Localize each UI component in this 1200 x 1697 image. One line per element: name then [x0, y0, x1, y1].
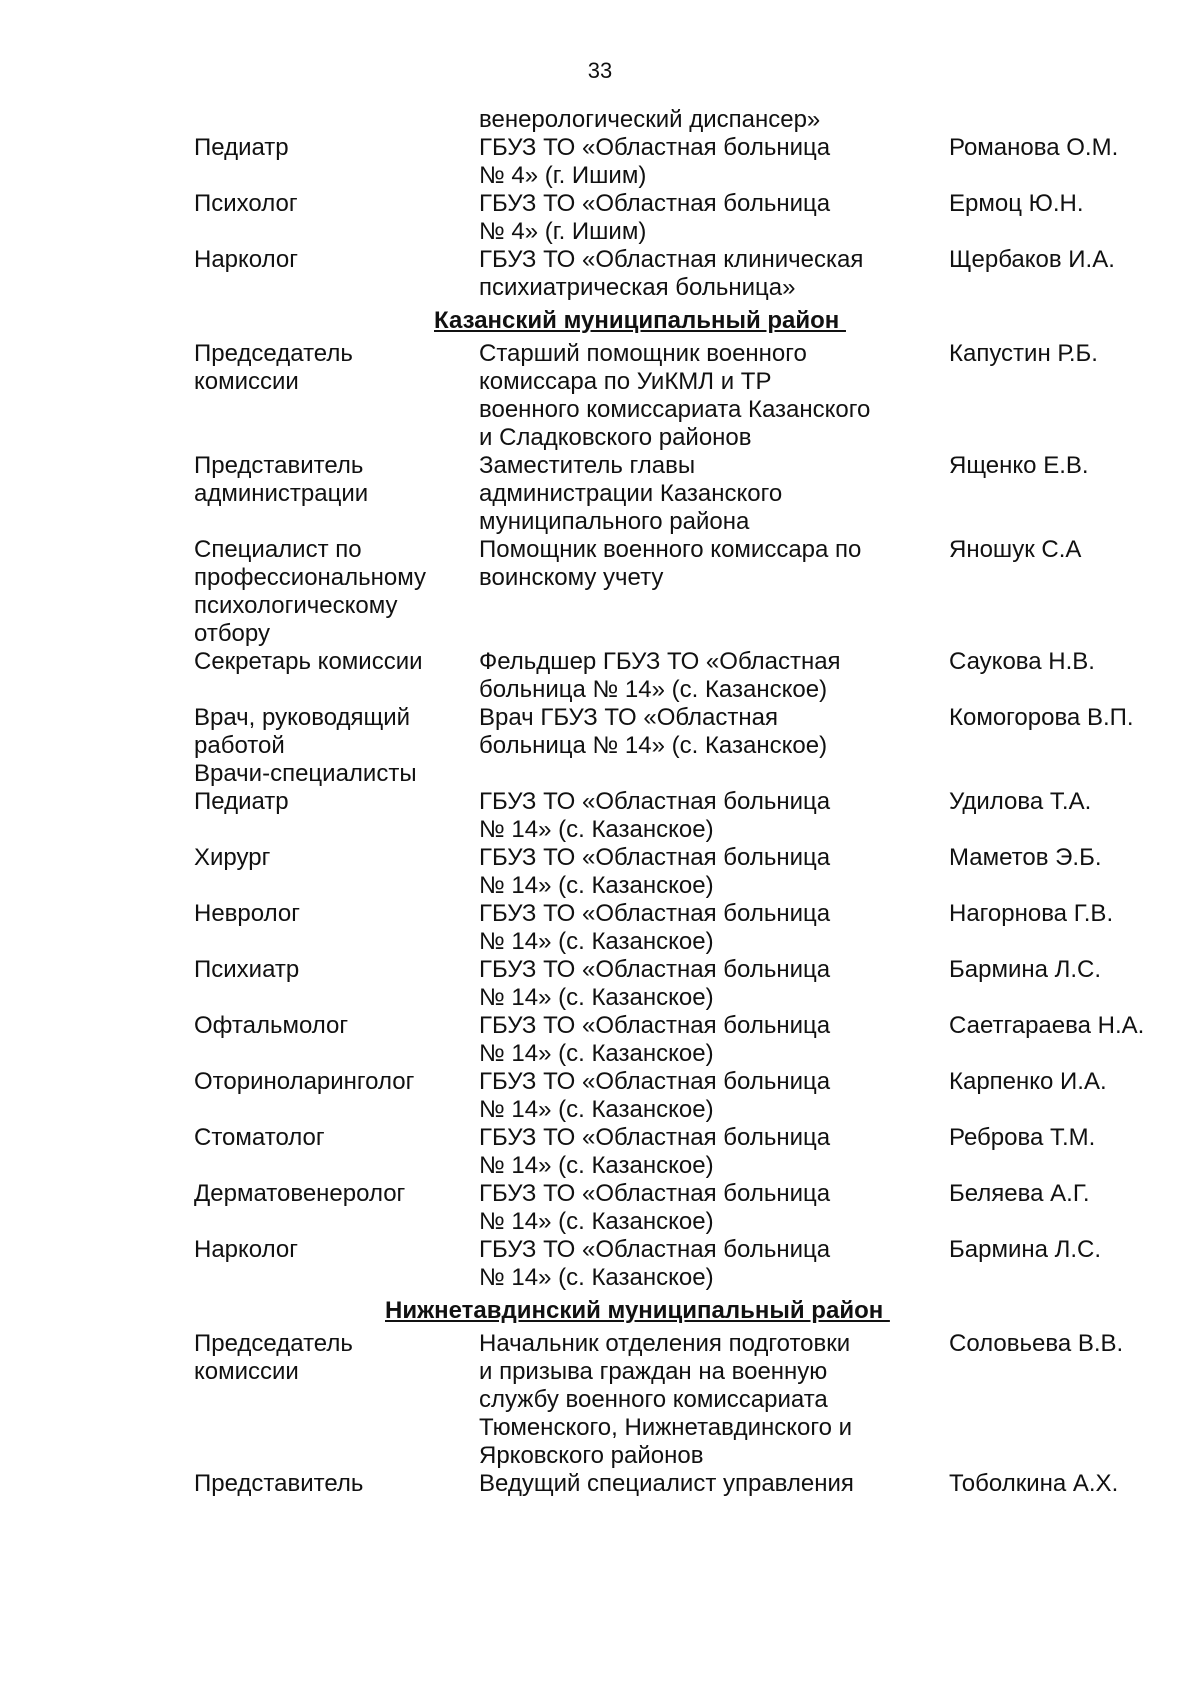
role-line: Офтальмолог — [194, 1012, 349, 1039]
section-heading-nizh: Нижнетавдинский муниципальный район — [385, 1297, 890, 1324]
member-organization — [479, 536, 949, 592]
organization-line: ГБУЗ ТО «Областная больница — [479, 190, 831, 217]
organization-line: ГБУЗ ТО «Областная больница — [479, 1068, 831, 1095]
member-organization — [479, 1330, 949, 1470]
member-name: Карпенко И.А. — [949, 1068, 1107, 1095]
member-role — [194, 246, 479, 274]
member-row — [194, 1180, 1194, 1236]
member-row — [194, 536, 1194, 648]
member-name: Комогорова В.П. — [949, 704, 1134, 731]
member-role — [194, 134, 479, 162]
member-organization — [479, 956, 949, 1012]
role-line: отбору — [194, 620, 270, 647]
member-row — [194, 1012, 1194, 1068]
member-role — [194, 1068, 479, 1096]
organization-line: ГБУЗ ТО «Областная больница — [479, 1236, 831, 1263]
member-role — [194, 760, 479, 788]
role-line: администрации — [194, 480, 369, 507]
member-organization — [479, 788, 949, 844]
member-organization — [479, 190, 949, 246]
role-line: Психиатр — [194, 956, 300, 983]
role-line: Представитель — [194, 1470, 364, 1497]
organization-line: муниципального района — [479, 508, 750, 535]
page-number: 33 — [587, 58, 613, 83]
member-role — [194, 452, 479, 508]
organization-line: Тюменского, Нижнетавдинского и — [479, 1414, 853, 1441]
role-line: Председатель — [194, 1330, 353, 1357]
member-role — [194, 1012, 479, 1040]
member-role — [194, 956, 479, 984]
role-line: психологическому — [194, 592, 398, 619]
role-line: Оториноларинголог — [194, 1068, 415, 1095]
member-name: Беляева А.Г. — [949, 1180, 1090, 1207]
member-organization — [479, 648, 949, 704]
organization-line: Заместитель главы — [479, 452, 696, 479]
member-organization — [479, 1180, 949, 1236]
member-organization — [479, 704, 949, 760]
member-role — [194, 648, 479, 676]
member-organization — [479, 1236, 949, 1292]
member-name: Маметов Э.Б. — [949, 844, 1102, 871]
member-row — [194, 1124, 1194, 1180]
organization-line: воинскому учету — [479, 564, 664, 591]
member-row — [194, 648, 1194, 704]
member-name: Капустин Р.Б. — [949, 340, 1098, 367]
role-line: Врачи-специалисты — [194, 760, 417, 787]
member-name: Щербаков И.А. — [949, 246, 1115, 273]
organization-line: ГБУЗ ТО «Областная больница — [479, 1180, 831, 1207]
organization-line: № 14» (с. Казанское) — [479, 1096, 714, 1123]
role-line: комиссии — [194, 368, 299, 395]
member-name: Саукова Н.В. — [949, 648, 1095, 675]
role-line: Нарколог — [194, 246, 298, 273]
member-role — [194, 704, 479, 760]
organization-line: ГБУЗ ТО «Областная больница — [479, 956, 831, 983]
member-role — [194, 1470, 479, 1498]
organization-line: Ведущий специалист управления — [479, 1470, 854, 1497]
role-line: профессиональному — [194, 564, 427, 591]
member-row — [194, 106, 1194, 134]
member-role — [194, 788, 479, 816]
organization-line: № 14» (с. Казанское) — [479, 928, 714, 955]
member-name: Бармина Л.С. — [949, 956, 1102, 983]
member-organization — [479, 452, 949, 536]
member-organization — [479, 106, 949, 134]
member-role — [194, 1236, 479, 1264]
organization-line: ГБУЗ ТО «Областная клиническая — [479, 246, 864, 273]
organization-line: № 14» (с. Казанское) — [479, 1264, 714, 1291]
organization-line: № 14» (с. Казанское) — [479, 1040, 714, 1067]
member-role — [194, 190, 479, 218]
organization-line: № 14» (с. Казанское) — [479, 872, 714, 899]
member-name: Романова О.М. — [949, 134, 1119, 161]
role-line: Хирург — [194, 844, 271, 871]
member-row — [194, 134, 1194, 190]
organization-line: № 14» (с. Казанское) — [479, 816, 714, 843]
organization-line: Фельдшер ГБУЗ ТО «Областная — [479, 648, 841, 675]
role-line: Психолог — [194, 190, 298, 217]
organization-line: Начальник отделения подготовки — [479, 1330, 851, 1357]
organization-line: ГБУЗ ТО «Областная больница — [479, 844, 831, 871]
organization-line: больница № 14» (с. Казанское) — [479, 676, 828, 703]
member-role — [194, 1330, 479, 1386]
member-role — [194, 536, 479, 648]
role-line: Педиатр — [194, 134, 289, 161]
member-role — [194, 1180, 479, 1208]
member-row — [194, 760, 1194, 788]
member-row — [194, 1068, 1194, 1124]
member-row — [194, 190, 1194, 246]
member-organization — [479, 134, 949, 190]
organization-line: ГБУЗ ТО «Областная больница — [479, 1124, 831, 1151]
member-name: Тоболкина А.Х. — [949, 1470, 1119, 1497]
member-row — [194, 340, 1194, 452]
organization-line: № 14» (с. Казанское) — [479, 1208, 714, 1235]
organization-line: № 14» (с. Казанское) — [479, 1152, 714, 1179]
member-name: Соловьева В.В. — [949, 1330, 1124, 1357]
member-row — [194, 788, 1194, 844]
organization-line: № 14» (с. Казанское) — [479, 984, 714, 1011]
member-role — [194, 1124, 479, 1152]
member-role — [194, 340, 479, 396]
member-name: Саетгараева Н.А. — [949, 1012, 1145, 1039]
role-line: Секретарь комиссии — [194, 648, 423, 675]
member-name: Ермоц Ю.Н. — [949, 190, 1084, 217]
member-name: Яношук С.А — [949, 536, 1082, 563]
role-line: Педиатр — [194, 788, 289, 815]
organization-line: психиатрическая больница» — [479, 274, 796, 301]
organization-line: службу военного комиссариата — [479, 1386, 828, 1413]
member-organization — [479, 1470, 949, 1498]
member-row — [194, 900, 1194, 956]
section-heading-kazan: Казанский муниципальный район — [434, 307, 846, 334]
member-row — [194, 844, 1194, 900]
role-line: Невролог — [194, 900, 300, 927]
member-role — [194, 900, 479, 928]
member-organization — [479, 1012, 949, 1068]
member-name: Ященко Е.В. — [949, 452, 1089, 479]
organization-line: ГБУЗ ТО «Областная больница — [479, 788, 831, 815]
member-row — [194, 704, 1194, 760]
member-row — [194, 1330, 1194, 1470]
organization-line: Старший помощник военного — [479, 340, 807, 367]
member-organization — [479, 900, 949, 956]
role-line: комиссии — [194, 1358, 299, 1385]
member-name: Бармина Л.С. — [949, 1236, 1102, 1263]
member-organization — [479, 1124, 949, 1180]
organization-line: ГБУЗ ТО «Областная больница — [479, 1012, 831, 1039]
organization-line: ГБУЗ ТО «Областная больница — [479, 134, 831, 161]
organization-line: № 4» (г. Ишим) — [479, 218, 647, 245]
member-organization — [479, 340, 949, 452]
role-line: Стоматолог — [194, 1124, 325, 1151]
member-organization — [479, 1068, 949, 1124]
organization-line: военного комиссариата Казанского — [479, 396, 871, 423]
role-line: Специалист по — [194, 536, 362, 563]
member-name: Реброва Т.М. — [949, 1124, 1096, 1151]
member-organization — [479, 844, 949, 900]
role-line: Нарколог — [194, 1236, 298, 1263]
organization-line: № 4» (г. Ишим) — [479, 162, 647, 189]
member-organization — [479, 246, 949, 302]
organization-line: венерологический диспансер» — [479, 106, 821, 133]
commission-list — [194, 106, 1194, 1498]
organization-line: и призыва граждан на военную — [479, 1358, 828, 1385]
member-row — [194, 452, 1194, 536]
member-row — [194, 1236, 1194, 1292]
member-row — [194, 956, 1194, 1012]
member-name: Удилова Т.А. — [949, 788, 1092, 815]
role-line: Председатель — [194, 340, 353, 367]
organization-line: и Сладковского районов — [479, 424, 752, 451]
member-role — [194, 844, 479, 872]
role-line: Представитель — [194, 452, 364, 479]
organization-line: комиссара по УиКМЛ и ТР — [479, 368, 772, 395]
organization-line: больница № 14» (с. Казанское) — [479, 732, 828, 759]
organization-line: ГБУЗ ТО «Областная больница — [479, 900, 831, 927]
organization-line: Врач ГБУЗ ТО «Областная — [479, 704, 778, 731]
organization-line: администрации Казанского — [479, 480, 783, 507]
organization-line: Помощник военного комиссара по — [479, 536, 862, 563]
role-line: Врач, руководящий — [194, 704, 411, 731]
member-name: Нагорнова Г.В. — [949, 900, 1114, 927]
organization-line: Ярковского районов — [479, 1442, 704, 1469]
role-line: Дерматовенеролог — [194, 1180, 406, 1207]
role-line: работой — [194, 732, 285, 759]
member-row — [194, 1470, 1194, 1498]
member-row — [194, 246, 1194, 302]
